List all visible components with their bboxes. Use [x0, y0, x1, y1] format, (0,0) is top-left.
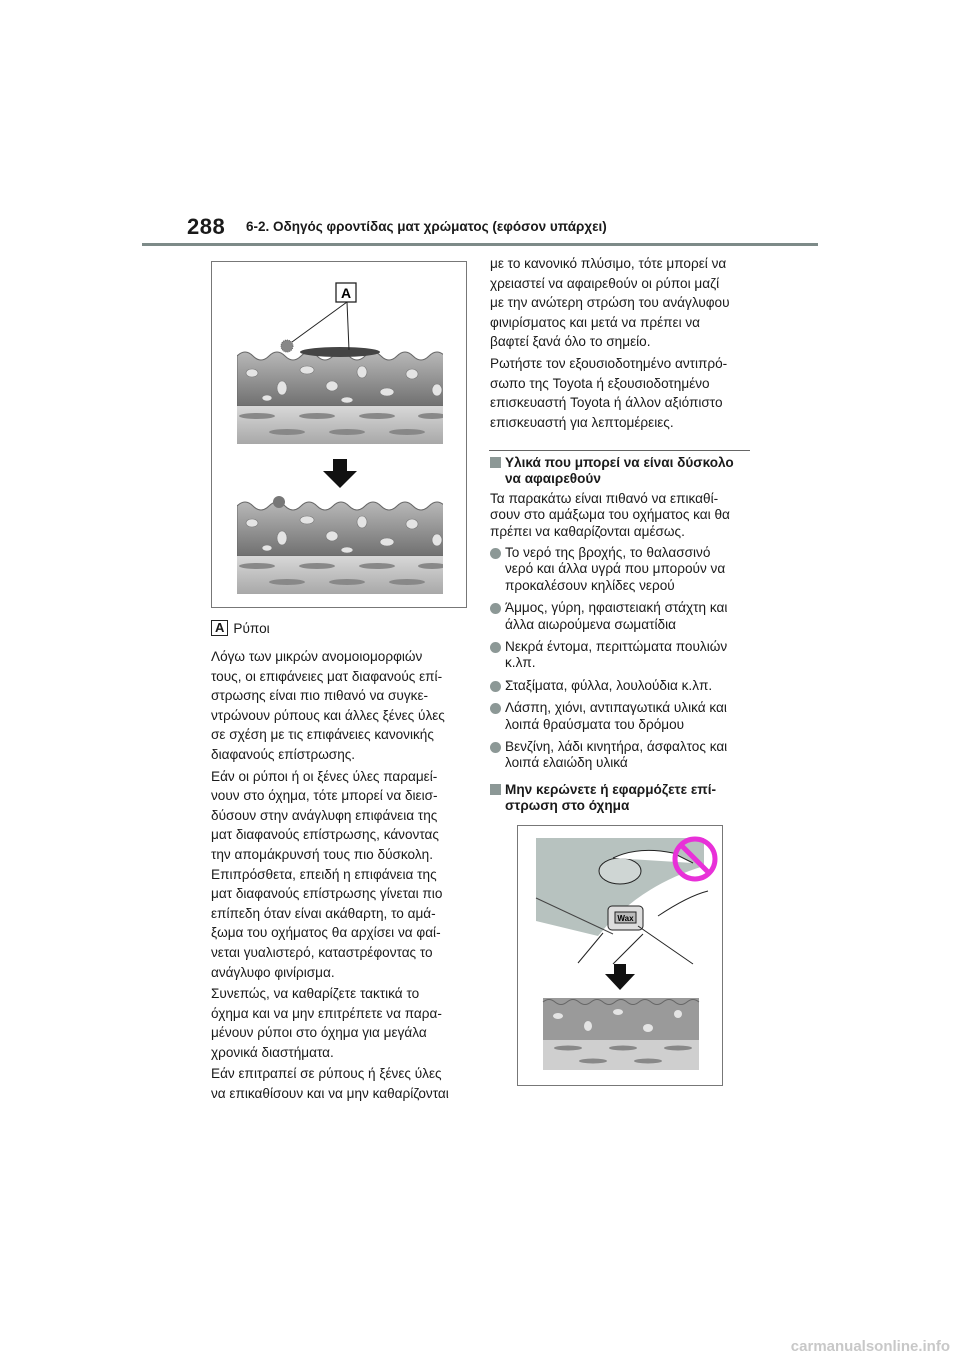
- down-arrow-icon: [323, 459, 357, 488]
- list-item: [490, 739, 727, 772]
- text-line: ανάγλυφο φινίρισμα.: [211, 964, 335, 980]
- text-line: Μην κερώνετε ή εφαρμόζετε επί-: [505, 782, 717, 797]
- header-rule: [142, 243, 818, 246]
- list-item: [490, 545, 727, 594]
- text-line: σουν στο αμάξωμα του οχήματος και θα: [490, 507, 730, 523]
- right-column-text: [490, 254, 730, 434]
- round-bullet-icon: [490, 703, 501, 714]
- text-line: Ρωτήστε τον εξουσιοδοτημένο αντιπρό-: [490, 355, 728, 371]
- text-line: μένουν ρύποι στο όχημα για μεγάλα: [211, 1025, 427, 1041]
- text-line: με την ανώτερη στρώση του ανάγλυφου: [490, 295, 730, 311]
- bullet-list: [490, 545, 727, 778]
- text-line: Άμμος, γύρη, ηφαιστειακή στάχτη και: [505, 600, 728, 616]
- text-line: Το νερό της βροχής, το θαλασσινό: [505, 545, 711, 560]
- text-line: βαφτεί ξανά όλο το σημείο.: [490, 334, 651, 350]
- text-line: με το κανονικό πλύσιμο, τότε μπορεί να: [490, 256, 727, 271]
- text-line: φινιρίσματος και μετά να πρέπει να: [490, 314, 701, 330]
- page-number: 288: [187, 214, 226, 239]
- text-line: άλλα αιωρούμενα σωματίδια: [505, 616, 676, 632]
- callout-marker: A: [211, 620, 228, 636]
- text-line: Συνεπώς, να καθαρίζετε τακτικά το: [211, 986, 420, 1002]
- text-line: κ.λπ.: [505, 655, 536, 671]
- paragraph: [211, 647, 449, 765]
- wax-can-label: Wax: [617, 914, 634, 923]
- figure-caption: [211, 620, 270, 636]
- text-line: Σταξίματα, φύλλα, λουλούδια κ.λπ.: [505, 677, 713, 693]
- heading-hard-to-remove: [490, 455, 734, 487]
- text-line: λοιπά θραύσματα του δρόμου: [505, 716, 685, 732]
- text-line: στρωση στο όχημα: [505, 798, 630, 813]
- section-divider: [489, 450, 750, 451]
- text-line: Λόγω των μικρών ανομοιομορφιών: [211, 649, 423, 664]
- heading-no-wax: [490, 782, 716, 814]
- text-line: όχημα και να μην επιτρέπετε να παρα-: [211, 1005, 442, 1021]
- round-bullet-icon: [490, 681, 501, 692]
- round-bullet-icon: [490, 548, 501, 559]
- text-line: σωπο της Toyota ή εξουσιοδοτημένο: [490, 375, 710, 391]
- down-arrow-icon: [605, 964, 635, 990]
- left-column-text: [211, 647, 449, 1106]
- paragraph: [490, 254, 730, 352]
- text-line: να αφαιρεθούν: [505, 471, 601, 486]
- text-line: χρειαστεί να αφαιρεθούν οι ρύποι μαζί: [490, 275, 720, 291]
- text-line: επισκευαστή για λεπτομέρειες.: [490, 414, 674, 430]
- callout-a-label: A: [340, 285, 352, 301]
- text-line: Υλικά που μπορεί να είναι δύσκολο: [505, 455, 734, 470]
- text-line: σε σχέση με τις επιφάνειες κανονικής: [211, 727, 434, 743]
- intro-paragraph: [490, 491, 730, 540]
- text-line: Λάσπη, χιόνι, αντιπαγωτικά υλικά και: [505, 700, 727, 716]
- list-item: [490, 600, 727, 633]
- section-title: 6-2. Οδηγός φροντίδας ματ χρώματος (εφόσον υπάρχει): [246, 219, 607, 234]
- text-line: νουν στο όχημα, τότε μπορεί να διεισ-: [211, 788, 438, 804]
- text-line: νεται γυαλιστερό, καταστρέφοντας το: [211, 944, 433, 960]
- square-bullet-icon: [490, 457, 501, 468]
- text-line: λοιπά ελαιώδη υλικά: [505, 755, 628, 771]
- text-line: την απομάκρυνσή τους πιο δύσκολη.: [211, 846, 433, 862]
- text-line: χρονικά διαστήματα.: [211, 1044, 334, 1060]
- paragraph: [211, 767, 449, 983]
- matte-dirt-illustration: [211, 261, 467, 608]
- square-bullet-icon: [490, 784, 501, 795]
- text-line: προκαλέσουν κηλίδες νερού: [505, 577, 675, 593]
- text-line: ματ διαφανούς επίστρωσης, κάνοντας: [211, 827, 439, 843]
- text-line: νερό και άλλα υγρά που μπορούν να: [505, 561, 726, 577]
- text-line: πρέπει να καθαρίζονται αμέσως.: [490, 523, 685, 539]
- text-line: Επιπρόσθετα, επειδή η επιφάνεια της: [211, 866, 437, 882]
- text-line: να επικαθίσουν και να μην καθαρίζονται: [211, 1086, 449, 1102]
- text-line: τους, οι επιφάνειες ματ διαφανούς επί-: [211, 668, 443, 684]
- no-wax-illustration: [517, 825, 723, 1086]
- caption-text: Ρύποι: [233, 620, 270, 636]
- text-line: στρωσης είναι πιο πιθανό να συγκε-: [211, 688, 429, 704]
- text-line: Νεκρά έντομα, περιττώματα πουλιών: [505, 639, 728, 655]
- list-item: [490, 700, 727, 733]
- text-line: δύσουν στην ανάγλυφη επιφάνεια της: [211, 807, 438, 823]
- text-line: Βενζίνη, λάδι κινητήρα, άσφαλτος και: [505, 739, 728, 755]
- text-line: επίπεδη όταν είναι ακάθαρτη, το αμά-: [211, 905, 436, 921]
- list-item: [490, 678, 727, 694]
- text-line: ντρώνουν ρύπους και άλλες ξένες ύλες: [211, 707, 445, 723]
- text-line: Τα παρακάτω είναι πιθανό να επικαθί-: [490, 491, 719, 506]
- round-bullet-icon: [490, 742, 501, 753]
- text-line: ξωμα του οχήματος θα αρχίσει να φαί-: [211, 925, 441, 941]
- paragraph: [211, 1064, 449, 1103]
- paragraph: [211, 984, 449, 1062]
- watermark: carmanualsonline.info: [790, 1338, 950, 1355]
- text-line: Εάν οι ρύποι ή οι ξένες ύλες παραμεί-: [211, 768, 438, 784]
- text-line: διαφανούς επίστρωσης.: [211, 746, 356, 762]
- text-line: ματ διαφανούς επίστρωσης γίνεται πιο: [211, 886, 443, 902]
- text-line: Εάν επιτραπεί σε ρύπους ή ξένες ύλες: [211, 1066, 442, 1082]
- text-line: επισκευαστή Toyota ή άλλον αξιόπιστο: [490, 395, 723, 411]
- round-bullet-icon: [490, 642, 501, 653]
- paragraph: [490, 354, 730, 432]
- round-bullet-icon: [490, 603, 501, 614]
- list-item: [490, 639, 727, 672]
